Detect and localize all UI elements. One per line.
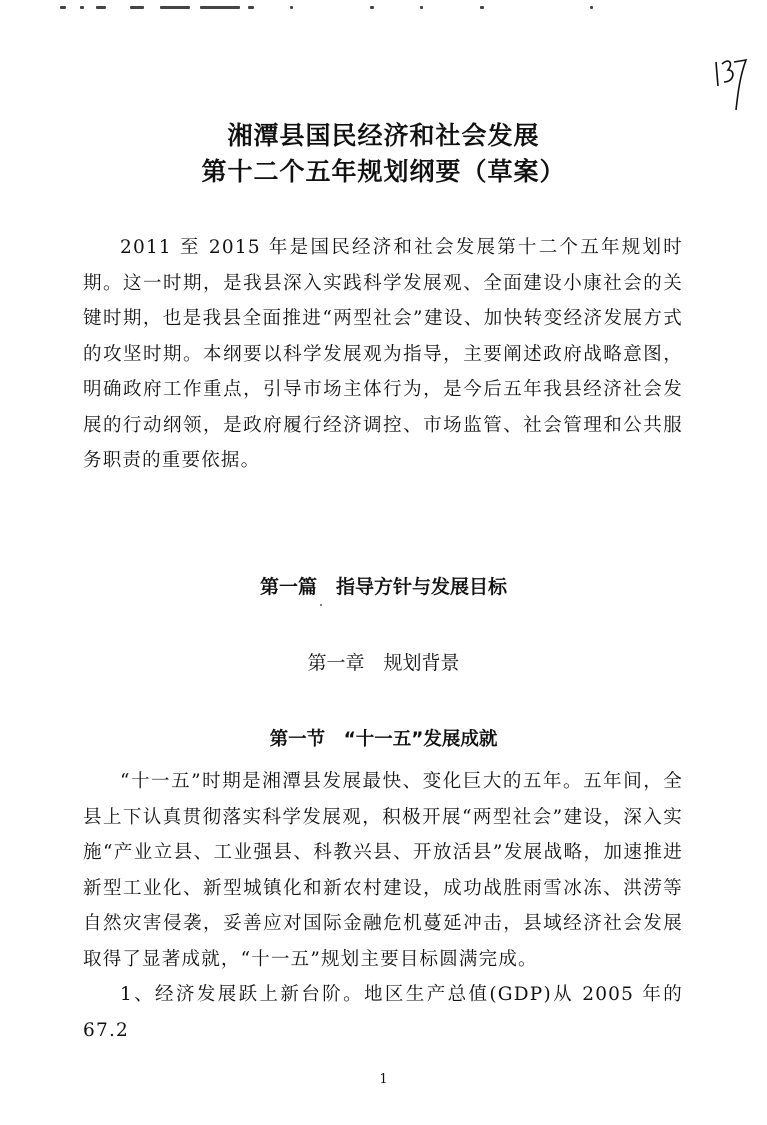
document-title-line1: 湘潭县国民经济和社会发展	[227, 121, 540, 150]
scan-edge-marks	[60, 6, 620, 12]
document-title-line2: 第十二个五年规划纲要（草案）	[201, 157, 566, 186]
part-heading: 第一篇 指导方针与发展目标	[259, 576, 507, 598]
body-paragraph-1: “十一五”时期是湘潭县发展最快、变化巨大的五年。五年间，全县上下认真贯彻落实科学发展观，积极开展“两型社会”建设，深入实施“产业立县、工业强县、科教兴县、开放活县”发展战略，加速推进新型工业化、新型城镇化和新农村建设，成功战胜雨雪冰冻、洪涝等自然灾害侵袭，妥善应对国际金融危机蔓延冲击，县域经济社会发展取得了显著成就，“十一五”规划主要目标圆满完成。	[83, 771, 683, 970]
intro-paragraph: 2011 至 2015 年是国民经济和社会发展第十二个五年规划时期。这一时期，是我县深入实践科学发展观、全面建设小康社会的关键时期，也是我县全面推进“两型社会”建设、加快转变经济发展方式的攻坚时期。本纲要以科学发展观为指导，主要阐述政府战略意图，明确政府工作重点，引导市场主体行为，是今后五年我县经济社会发展的行动纲领，是政府履行经济调控、市场监管、社会管理和公共服务职责的重要依据。	[83, 237, 683, 471]
body-paragraph-2: 1、经济发展跃上新台阶。地区生产总值(GDP)从 2005 年的 67.2	[83, 984, 683, 1041]
handwritten-137-icon	[712, 56, 752, 116]
intro-paragraph-block	[83, 230, 683, 479]
handwritten-page-mark	[712, 56, 752, 116]
body-text-block	[83, 764, 683, 1048]
page-number: 1	[379, 1072, 388, 1087]
chapter-heading: 第一章 规划背景	[307, 652, 460, 674]
scan-dot	[320, 604, 322, 606]
section-heading: 第一节 “十一五”发展成就	[269, 729, 498, 750]
